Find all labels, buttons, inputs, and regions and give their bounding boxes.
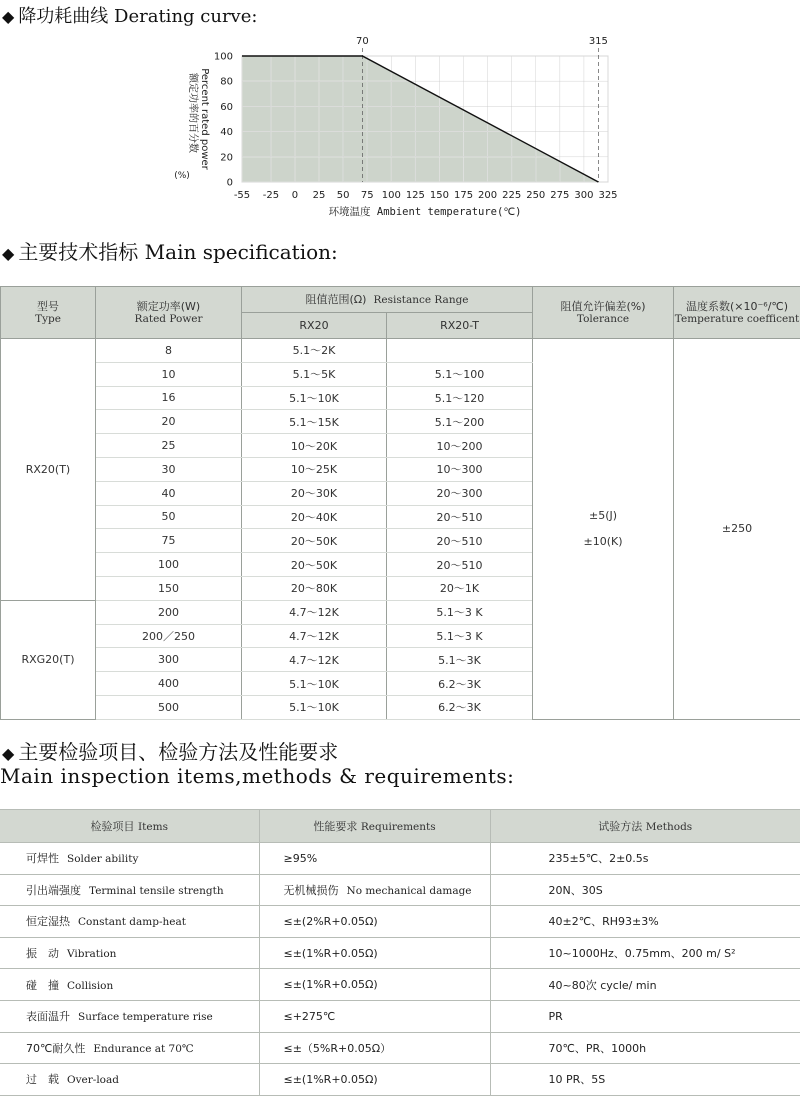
y-tick-label: 100 — [213, 51, 233, 63]
table-row — [0, 1032, 800, 1064]
table-row: 150 20～80K 20～1K — [1, 576, 800, 600]
table-row — [1, 339, 800, 363]
spec-title: 主要技术指标 Main specification: — [18, 240, 338, 264]
inspection-table — [0, 809, 800, 1096]
method-cell: 70℃、PR、1000h — [490, 1032, 800, 1064]
requirement-cell: ≥95% — [259, 843, 490, 875]
header-resistance-range: 阻值范围(Ω) Resistance Range — [242, 287, 533, 313]
item-cell: 碰 撞 Collision — [0, 969, 259, 1001]
header-temp-coef: 温度系数(×10⁻⁶/℃) Temperature coefficent — [674, 287, 800, 339]
header-rx20t: RX20-T — [387, 313, 533, 339]
x-tick-label: -55 — [233, 190, 251, 201]
table-row: 30 10～25K 10～300 — [1, 457, 800, 481]
requirement-cell: ≤±(1%R+0.05Ω) — [259, 1064, 490, 1096]
x-tick-label: -25 — [262, 190, 280, 201]
table-row: 40 20～30K 20～300 — [1, 481, 800, 505]
method-cell: PR — [490, 1000, 800, 1032]
method-cell: 20N、30S — [490, 874, 800, 906]
item-cell: 70℃耐久性 Endurance at 70℃ — [0, 1032, 259, 1064]
derating-chart — [160, 28, 660, 228]
table-row: 100 20～50K 20～510 — [1, 553, 800, 577]
table-row — [0, 937, 800, 969]
rx20t-cell — [387, 339, 533, 363]
method-cell: 10 PR、5S — [490, 1064, 800, 1096]
diamond-icon: ◆ — [2, 744, 15, 763]
x-axis-label: 环境温度 Ambient temperature(℃) — [328, 206, 522, 218]
x-tick-label: 250 — [526, 190, 546, 201]
table-row — [0, 874, 800, 906]
header-type: 型号 Type — [1, 287, 96, 339]
item-cell: 引出端强度 Terminal tensile strength — [0, 874, 259, 906]
power-cell: 8 — [96, 339, 242, 363]
x-tick-label: 200 — [478, 190, 498, 201]
table-row — [0, 843, 800, 875]
requirement-cell: ≤±(1%R+0.05Ω) — [259, 969, 490, 1001]
diamond-icon: ◆ — [2, 7, 15, 26]
header-requirements: 性能要求 Requirements — [259, 810, 490, 843]
table-row: 500 5.1～10K 6.2～3K — [1, 695, 800, 719]
header-methods: 试验方法 Methods — [490, 810, 800, 843]
method-cell: 235±5℃、2±0.5s — [490, 843, 800, 875]
x-tick-label: 75 — [360, 190, 374, 201]
type-cell: RXG20(T) — [1, 600, 96, 719]
y-axis-unit: (%) — [174, 171, 190, 181]
requirement-cell: ≤±（5%R+0.05Ω） — [259, 1032, 490, 1064]
x-tick-label: 25 — [312, 190, 326, 201]
annotation-315: 315 — [588, 36, 608, 47]
table-row: 10 5.1～5K 5.1～100 — [1, 362, 800, 386]
y-axis-label-en: Percent rated power — [199, 68, 210, 170]
x-tick-label: 125 — [405, 190, 425, 201]
table-row — [0, 1000, 800, 1032]
table-row: 25 10～20K 10～200 — [1, 434, 800, 458]
table-row — [0, 969, 800, 1001]
annotation-70: 70 — [356, 36, 369, 47]
x-tick-label: 225 — [502, 190, 522, 201]
header-tolerance: 阻值允许偏差(%) Tolerance — [533, 287, 674, 339]
item-cell: 恒定湿热 Constant damp-heat — [0, 906, 259, 938]
requirement-cell: 无机械损伤 No mechanical damage — [259, 874, 490, 906]
x-tick-label: 0 — [291, 190, 299, 201]
x-tick-label: 300 — [574, 190, 594, 201]
inspection-title-en: Main inspection items,methods & requirements: — [0, 764, 515, 788]
x-tick-label: 150 — [429, 190, 449, 201]
method-cell: 40±2℃、RH93±3% — [490, 906, 800, 938]
spec-heading — [2, 236, 338, 265]
table-row: 16 5.1～10K 5.1～120 — [1, 386, 800, 410]
item-cell: 振 动 Vibration — [0, 937, 259, 969]
y-axis-label-cn: 额定功率的百分数 — [187, 73, 198, 153]
item-cell: 可焊性 Solder ability — [0, 843, 259, 875]
x-tick-label: 100 — [381, 190, 401, 201]
header-rx20: RX20 — [242, 313, 387, 339]
temp-coef-cell: ±250 — [674, 339, 800, 720]
diamond-icon: ◆ — [2, 244, 15, 263]
table-row: 400 5.1～10K 6.2～3K — [1, 672, 800, 696]
table-row: 20 5.1～15K 5.1～200 — [1, 410, 800, 434]
x-tick-label: 275 — [550, 190, 570, 201]
inspection-heading — [2, 736, 338, 765]
x-tick-label: 325 — [598, 190, 618, 201]
header-rated-power: 额定功率(W) Rated Power — [96, 287, 242, 339]
y-tick-label: 80 — [220, 76, 233, 88]
table-row: 75 20～50K 20～510 — [1, 529, 800, 553]
requirement-cell: ≤±(1%R+0.05Ω) — [259, 937, 490, 969]
inspection-title-cn: 主要检验项目、检验方法及性能要求 — [18, 740, 339, 764]
table-row: 50 20～40K 20～510 — [1, 505, 800, 529]
table-row — [0, 1064, 800, 1096]
method-cell: 10~1000Hz、0.75mm、200 m/ S² — [490, 937, 800, 969]
x-tick-label: 175 — [453, 190, 474, 201]
spec-table — [0, 286, 800, 720]
x-tick-label: 50 — [336, 190, 350, 201]
table-row — [0, 906, 800, 938]
derating-heading — [2, 2, 257, 28]
table-row: RXG20(T) 200 4.7～12K 5.1～3 K — [1, 600, 800, 624]
rx20-cell: 5.1～2K — [242, 339, 387, 363]
table-row: 300 4.7～12K 5.1～3K — [1, 648, 800, 672]
header-items: 检验项目 Items — [0, 810, 259, 843]
y-tick-label: 60 — [220, 101, 233, 113]
derating-title: 降功耗曲线 Derating curve: — [18, 6, 258, 27]
item-cell: 过 载 Over-load — [0, 1064, 259, 1096]
tolerance-cell: ±5(J) ±10(K) — [533, 339, 674, 720]
y-tick-label: 0 — [226, 177, 233, 189]
method-cell: 40~80次 cycle/ min — [490, 969, 800, 1001]
requirement-cell: ≤±(2%R+0.05Ω) — [259, 906, 490, 938]
type-cell: RX20(T) — [1, 339, 96, 601]
item-cell: 表面温升 Surface temperature rise — [0, 1000, 259, 1032]
y-tick-label: 40 — [220, 127, 233, 139]
table-row: 200／250 4.7～12K 5.1～3 K — [1, 624, 800, 648]
y-tick-label: 20 — [220, 152, 233, 164]
requirement-cell: ≤+275℃ — [259, 1000, 490, 1032]
